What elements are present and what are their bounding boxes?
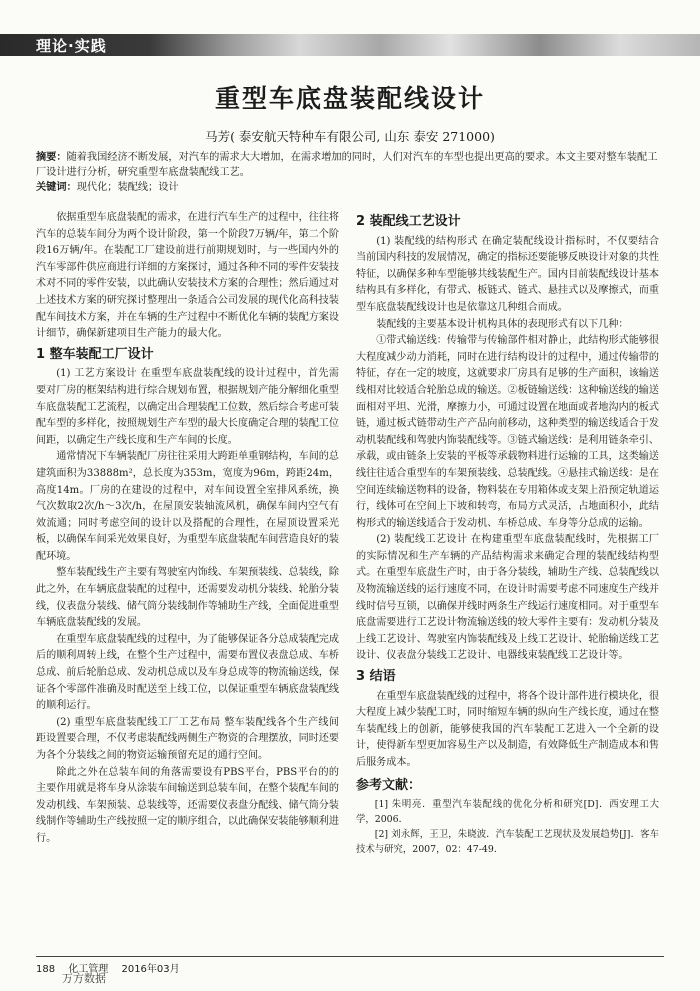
paragraph: (1) 工艺方案设计 在重型车底盘装配线的设计过程中，首先需要对厂房的框架结构进行综合规划布置，根据规划产能分解细化重型车底盘装配工艺流程，以确定出合理装配工位数，然后综合考虑可装配车型的多样化，按照规划生产车型的最大长度确定合理的装配工位间距，以确定生产线长度和生产车间的长度。 [36,368,339,446]
paragraph: ①带式输送线：传输带与传输部件相对静止，此结构形式能够很大程度减少动力消耗，同时在进行结构设计的过程中，通过传输带的特征，存在一定的坡度，这就要求厂房具有足够的生产面积，该输送线相对比较适合轮胎总成的输送。②板链输送线：这种输送线的输送面相对平坦、光滑，摩擦力小，可通过设置在地面或者地沟内的板式链，通过板式链带动生产产品向前移动，这种类型的输送线适合于发动机装配线和驾驶内饰装配线等。③链式输送线：是利用链条牵引、承载，或由链条上安装的平板等承载物料进行运输的工具，这类输送线往往适合重型车的车架预装线、总装配线。④悬挂式输送线：是在空间连续输送物料的设备，物料装在专用箱体或支架上沿预定轨道运行，线体可在空间上下坡和转弯，布局方式灵活，占地面积小，此结构形式的输送线适合于发动机、车桥总成、车身等分总成的运输。 [356,335,659,529]
issue-date: 2016年03月 [121,964,180,975]
paragraph: (2) 重型车底盘装配线工厂工艺布局 整车装配线各个生产线间距设置要合理，不仅考虑装配线两侧生产物资的合理摆放，同时还要为各个分装线之间的物资运输预留充足的通行空间。 [36,716,339,761]
paragraph: (2) 装配线工艺设计 在构建重型车底盘装配线时，先根据工厂的实际情况和生产车辆的产品结构需求来确定合理的装配线结构型式。在重型车底盘生产时，由于各分装线，辅助生产线、总装配线以及物流输送线的运行速度不同，在设计时需要考虑不同速度生产线并线时信号互锁，以确保并线时两条生产线运行速度相同。对于重型车底盘需要进行工艺设计物流输送线的较大零件主要有：发动机分装及上线工艺设计、驾驶室内饰装配线及上线工艺设计、轮胎输送线工艺设计、仪表盘分装线工艺设计、电器线束装配线工艺设计等。 [356,534,659,662]
paragraph: 除此之外在总装车间的角落需要设有PBS平台，PBS平台的的主要作用就是将车身从涂装车间输送到总装车间，在整个装配车间的发动机线、车架预装、总装线等，还需要仪表盘分配线、储气筒分装线制作等辅助生产线按照一定的顺序组合，以此确保安装能够顺利进行。 [36,766,339,844]
watermark: 万方数据 [62,972,106,985]
page-footer [36,956,664,975]
reference-item: [2] 刘永辉，王卫，朱晓波．汽车装配工艺现状及发展趋势[J]．客车技术与研究，2007，02：47-49． [356,829,659,856]
page-number: 188 [36,964,56,975]
section-heading-1: 1 整车装配工厂设计 [36,346,154,362]
article-title: 重型车底盘装配线设计 [214,84,485,113]
abstract-block [36,150,666,195]
references-title: 参考文献： [356,777,422,793]
keywords-text: 现代化；装配线；设计 [76,182,179,193]
paragraph: 在重型车底盘装配线的过程中，为了能够保证各分总成装配完成后的顺利周转上线，在整个生产过程中，需要布置仪表盘总成、车桥总成、前后轮胎总成、发动机总成以及车身总成等的物流输送线，保证各个零部件准确及时配送至上线工位，以保证重型车辆底盘装配线的顺利运行。 [36,633,339,712]
journal-name: 化工管理 [68,964,109,975]
abstract-text: 随着我国经济不断发展，对汽车的需求大大增加，在需求增加的同时，人们对汽车的车型也提出更高的要求。本文主要对整车装配工厂设计进行分析，研究重型车底盘装配线工艺。 [36,152,658,178]
abstract [36,150,666,180]
paragraph: (1) 装配线的结构形式 在确定装配线设计指标时，不仅要结合当前国内科技的发展情况，确定的指标还要能够反映设计对象的共性特征，以确保多种车型能够共线装配生产。国内目前装配线设计基本结构具有多样化，有带式、板链式、链式、悬挂式以及摩擦式，而重型车底盘装配线设计也是依靠这几种组合而成。 [356,235,659,313]
right-column [356,210,659,857]
reference-item: [1] 朱明亮．重型汽车装配线的优化分析和研究[D]．西安理工大学，2006． [356,799,659,826]
keywords [36,180,666,195]
section-heading-2: 2 装配线工艺设计 [356,214,461,229]
paragraph: 通常情况下车辆装配厂房往往采用大跨距单重钢结构，车间的总建筑面积为33888m²，总长度为353m，宽度为96m，跨距24m，高度14m。厂房的在建设的过程中，对车间设置全室排风系统，换气次数取2次/h～3次/h，在屋顶安装轴流风机，确保车间内空气有效流通；同时考虑空间的设计以及搭配的合理性，在屋顶设置采光板，以确保车间采光效果良好，为重型车底盘装配车间营造良好的装配环境。 [36,451,339,562]
author-affiliation: 马芳( 泰安航天特种车有限公司, 山东 泰安 271000) [205,129,495,144]
keywords-label: 关键词： [36,182,77,193]
section-heading-3: 3 结语 [356,669,396,685]
section-tag: 理论·实践 [36,37,107,55]
paragraph: 在重型车底盘装配线的过程中，将各个设计部件进行模块化，很大程度上减少装配工时，同时缩短车辆的纵向生产线长度，通过在整车装配线上的创新，能够使我国的汽车装配工艺进入一个全新的设计，使得新车型更加容易生产以及制造，有效降低生产制造成本和售后服务成本。 [356,690,659,768]
section-banner [0,34,700,56]
abstract-label: 摘要： [36,152,67,163]
paragraph: 装配线的主要基本设计机构具体的表现形式有以下几种： [376,318,629,330]
paragraph: 整车装配线生产主要有驾驶室内饰线、车架预装线、总装线，除此之外，在车辆底盘装配的过程中，还需要发动机分装线、轮胎分装线，仪表盘分装线、储气筒分装线制作等辅助生产线，全面促进重型车辆底盘装配线的发展。 [36,567,339,629]
left-column [36,210,339,848]
paragraph: 依据重型车底盘装配的需求，在进行汽车生产的过程中，往往将汽车的总装车间分为两个设计阶段，第一个阶段7万辆/年，第二个阶段16万辆/年。在装配工厂建设前进行前期规划时，与一些国内外的汽车零部件供应商进行详细的方案探讨，通过各种不同的零件安装技术对不同的零件安装，以此确认安装技术方案的合理性；然后通过对上述技术方案的研究探讨整理出一条适合公司发展的现代化高科技装配车间技术方案，并在车辆的生产过程中不断优化车辆的装配方案设计细节，确保新建项目生产能力的最大化。 [36,212,339,340]
